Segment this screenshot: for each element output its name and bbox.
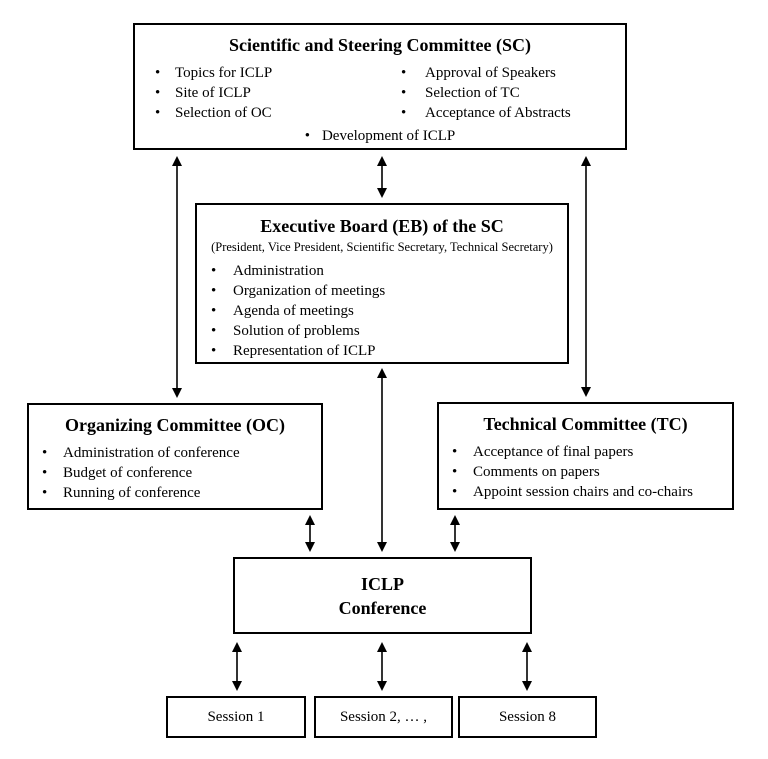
scientific-steering-committee-box (133, 23, 627, 150)
bullet-item: • Acceptance of Abstracts (379, 103, 625, 123)
session-8-box (458, 696, 597, 738)
technical-committee-box (437, 402, 734, 510)
organizing-committee-box (27, 403, 323, 510)
tc-duties (439, 442, 732, 502)
sc-box-title: Scientific and Steering Committee (SC) (229, 35, 531, 55)
arrow-sc-tc (581, 156, 591, 397)
session-1-label: Session 1 (207, 708, 265, 725)
arrow-tc-conference (450, 515, 460, 552)
arrow-sc-eb (377, 156, 387, 198)
arrow-conference-session-8 (522, 642, 532, 691)
bullet-item: • Topics for ICLP (135, 63, 379, 83)
arrow-oc-conference (305, 515, 315, 552)
sc-duties-left (135, 63, 379, 123)
bullet-item: • Solution of problems (197, 321, 567, 341)
session-8-label: Session 8 (498, 708, 557, 725)
session-1-box (166, 696, 306, 738)
bullet-item: • Agenda of meetings (197, 301, 567, 321)
bullet-item: • Comments on papers (439, 462, 732, 482)
bullet-item: • Acceptance of final papers (439, 442, 732, 462)
sc-duty-columns (135, 63, 625, 123)
bullet-item: • Representation of ICLP (197, 341, 567, 361)
eb-duties (197, 261, 567, 361)
conference-title-line2: Conference (338, 597, 427, 618)
bullet-item: • Administration of conference (29, 443, 321, 463)
arrow-conference-session-2 (377, 642, 387, 691)
bullet-item: • Appoint session chairs and co-chairs (439, 482, 732, 502)
bullet-item: • Site of ICLP (135, 83, 379, 103)
iclp-conference-box (233, 557, 532, 634)
bullet-item: • Selection of OC (135, 103, 379, 123)
eb-box-subtitle: (President, Vice President, Scientific Secretary, Technical Secretary) (211, 240, 553, 254)
sc-duty-bottom: • Development of ICLP (135, 126, 625, 146)
executive-board-box (195, 203, 569, 364)
bullet-item: • Organization of meetings (197, 281, 567, 301)
session-2-label: Session 2, … , (339, 708, 428, 725)
sc-duties-right (379, 63, 625, 123)
session-2-box (314, 696, 453, 738)
oc-duties (29, 443, 321, 503)
bullet-item: • Budget of conference (29, 463, 321, 483)
eb-box-title: Executive Board (EB) of the SC (260, 216, 504, 236)
arrow-conference-session-1 (232, 642, 242, 691)
bullet-item: • Administration (197, 261, 567, 281)
bullet-item: • Approval of Speakers (379, 63, 625, 83)
bullet-item: • Running of conference (29, 483, 321, 503)
bullet-item: • Selection of TC (379, 83, 625, 103)
tc-box-title: Technical Committee (TC) (483, 414, 688, 434)
oc-box-title: Organizing Committee (OC) (65, 415, 285, 435)
arrow-eb-conference (377, 368, 387, 552)
arrow-sc-oc (172, 156, 182, 398)
conference-title-line1: ICLP (360, 573, 404, 594)
